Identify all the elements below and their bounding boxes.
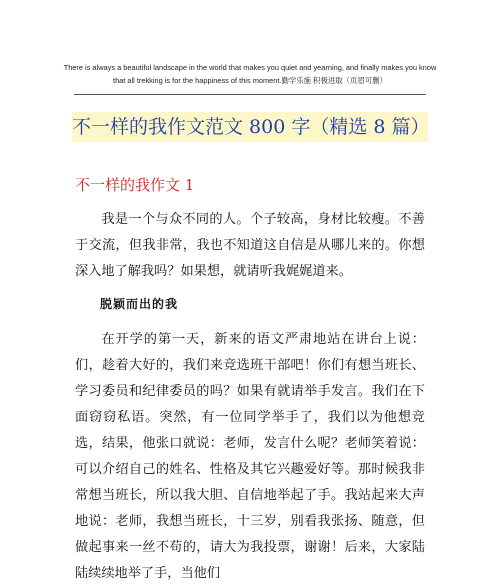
header-quote: There is always a beautiful landscape in the world that makes you quiet and yearning, and finally makes you know that all trekking is for the happiness of this moment.勤学乐施 积极进取（页眉可删）	[63, 63, 437, 85]
header-divider	[74, 94, 426, 95]
sub-heading: 脱颖而出的我	[100, 297, 179, 311]
paragraph-story: 在开学的第一天，新来的语文严肃地站在讲台上说：们，趁着大好的，我们来竞选班干部吧！你们有想当班长、学习委员和纪律委员的吗？如果有就请举手发言。我们在下面窃窃私语。突然，有一位同学举手了，我们以为他想竞选，结果，他张口就说：老师，发言什么呢？老师笑着说：可以介绍自己的姓名、性格及其它兴趣爱好等。那时候我非常想当班长，所以我大胆、自信地举起了手。我站起来大声地说：老师，我想当班长，十三岁，别看我张扬、随意，但做起事来一丝不苟的，请大为我投票，谢谢！后来，大家陆陆续续地举了手，当他们	[75, 332, 425, 581]
paragraph-intro: 我是一个与众不同的人。个子较高，身材比较瘦。不善于交流，但我非常，我也不知道这自信是从哪儿来的。你想深入地了解我吗？如果想，就请听我娓娓道来。	[75, 212, 425, 279]
section-heading: 不一样的我作文 1	[75, 176, 195, 194]
document-title: 不一样的我作文范文 800 字（精选 8 篇）	[72, 112, 428, 142]
